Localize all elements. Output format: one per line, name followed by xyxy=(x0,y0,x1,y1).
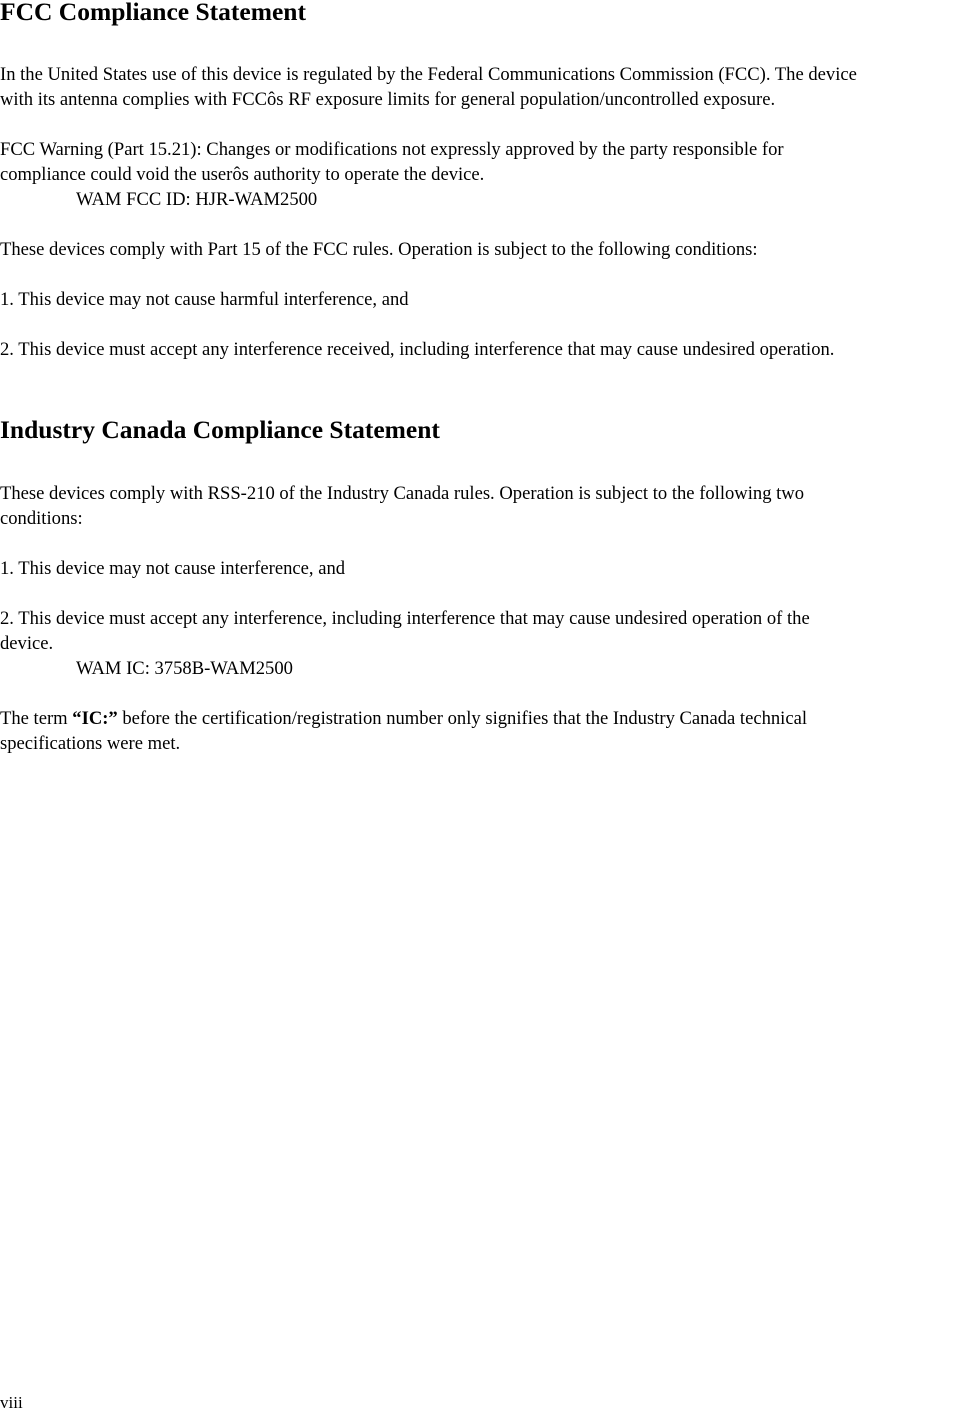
ic-comply-line-1: These devices comply with RSS-210 of the Industry Canada rules. Operation is subject to the following two xyxy=(0,483,805,504)
ic-comply-line-2: conditions: xyxy=(0,508,83,529)
fcc-id: WAM FCC ID: HJR-WAM2500 xyxy=(76,189,318,210)
ic-term-prefix: The term xyxy=(0,708,73,729)
fcc-comply-line: These devices comply with Part 15 of the FCC rules. Operation is subject to the following conditions: xyxy=(0,239,758,260)
ic-condition-1: 1. This device may not cause interference, and xyxy=(0,558,346,579)
fcc-heading: FCC Compliance Statement xyxy=(0,0,306,26)
fcc-warning-line-2: compliance could void the userôs authority to operate the device. xyxy=(0,164,485,185)
ic-term-line-1 xyxy=(0,706,807,731)
ic-condition-2-line-2: device. xyxy=(0,633,54,654)
fcc-intro-line-2: with its antenna complies with FCCôs RF exposure limits for general population/uncontrolled exposure. xyxy=(0,89,776,110)
ic-condition-2-line-1: 2. This device must accept any interference, including interference that may cause undesired operation of the xyxy=(0,608,810,629)
ic-heading: Industry Canada Compliance Statement xyxy=(0,415,440,444)
fcc-warning-line-1: FCC Warning (Part 15.21): Changes or modifications not expressly approved by the party responsible for xyxy=(0,139,784,160)
fcc-condition-1: 1. This device may not cause harmful interference, and xyxy=(0,289,409,310)
fcc-condition-2: 2. This device must accept any interference received, including interference that may cause undesired operation. xyxy=(0,339,835,360)
ic-term-suffix: before the certification/registration number only signifies that the Industry Canada technical xyxy=(117,708,808,729)
ic-term-line-2: specifications were met. xyxy=(0,733,181,754)
ic-term-bold: “IC:” xyxy=(72,708,118,729)
fcc-intro-line-1: In the United States use of this device is regulated by the Federal Communications Commission (FCC). The device xyxy=(0,64,857,85)
page-number: viii xyxy=(0,1393,23,1412)
ic-id: WAM IC: 3758B-WAM2500 xyxy=(76,658,293,679)
